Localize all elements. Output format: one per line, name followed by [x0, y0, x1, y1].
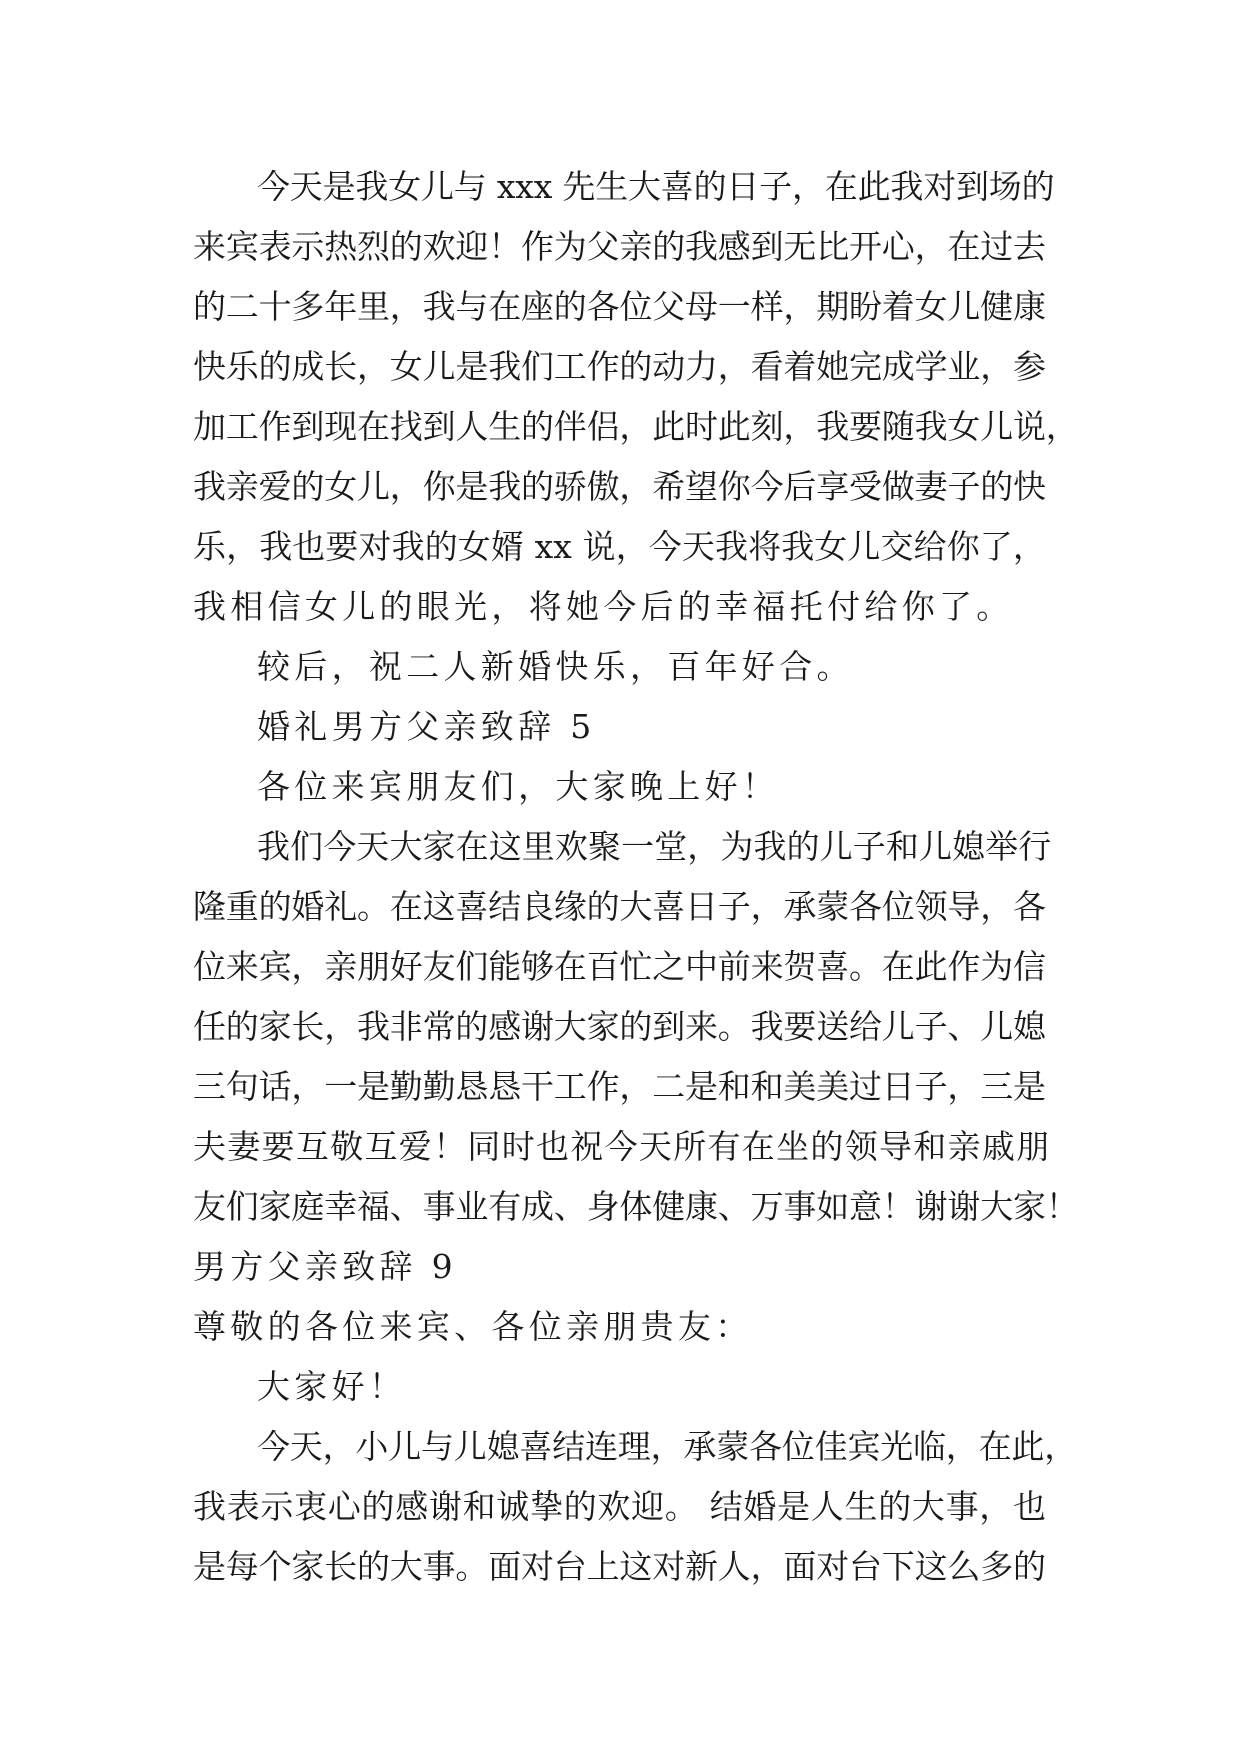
text-line: 乐，我也要对我的女婿 xx 说，今天我将我女儿交给你了， — [193, 527, 1047, 566]
text-line: 我相信女儿的眼光，将她今后的幸福托付给你了。 — [193, 587, 1014, 626]
text-line: 我们今天大家在这里欢聚一堂，为我的儿子和儿媳举行 — [257, 827, 1052, 866]
text-line: 各位来宾朋友们，大家晚上好！ — [257, 767, 780, 806]
text-line: 男方父亲致辞 9 — [193, 1247, 457, 1286]
text-line: 今天是我女儿与 xxx 先生大喜的日子，在此我对到场的 — [257, 167, 1055, 206]
text-line: 是每个家长的大事。面对台上这对新人，面对台下这么多的 — [193, 1547, 1046, 1586]
text-line: 大家好！ — [257, 1367, 407, 1406]
text-line: 加工作到现在找到人生的伴侣，此时此刻，我要随我女儿说， — [193, 407, 1079, 446]
text-line: 隆重的婚礼。在这喜结良缘的大喜日子，承蒙各位领导，各 — [193, 887, 1046, 926]
text-line: 我表示衷心的感谢和诚挚的欢迎。 结婚是人生的大事，也 — [193, 1487, 1047, 1526]
text-line: 较后，祝二人新婚快乐，百年好合。 — [257, 647, 854, 686]
text-line: 尊敬的各位来宾、各位亲朋贵友： — [193, 1307, 753, 1346]
text-line: 任的家长，我非常的感谢大家的到来。我要送给儿子、儿媳 — [193, 1007, 1046, 1046]
text-line: 位来宾，亲朋好友们能够在百忙之中前来贺喜。在此作为信 — [193, 947, 1046, 986]
text-line: 友们家庭幸福、事业有成、身体健康、万事如意！谢谢大家！ — [193, 1187, 1079, 1226]
text-line: 婚礼男方父亲致辞 5 — [257, 707, 596, 746]
text-line: 快乐的成长，女儿是我们工作的动力，看着她完成学业，参 — [193, 347, 1046, 386]
text-line: 来宾表示热烈的欢迎！作为父亲的我感到无比开心，在过去 — [193, 227, 1046, 266]
text-line: 三句话，一是勤勤恳恳干工作，二是和和美美过日子，三是 — [193, 1067, 1046, 1106]
text-line: 的二十多年里，我与在座的各位父母一样，期盼着女儿健康 — [193, 287, 1046, 326]
document-body — [193, 157, 1079, 1597]
text-line: 夫妻要互敬互爱！同时也祝今天所有在坐的领导和亲戚朋 — [193, 1127, 1051, 1166]
text-line: 我亲爱的女儿，你是我的骄傲，希望你今后享受做妻子的快 — [193, 467, 1046, 506]
text-line: 今天，小儿与儿媳喜结连理，承蒙各位佳宾光临，在此， — [257, 1427, 1078, 1466]
